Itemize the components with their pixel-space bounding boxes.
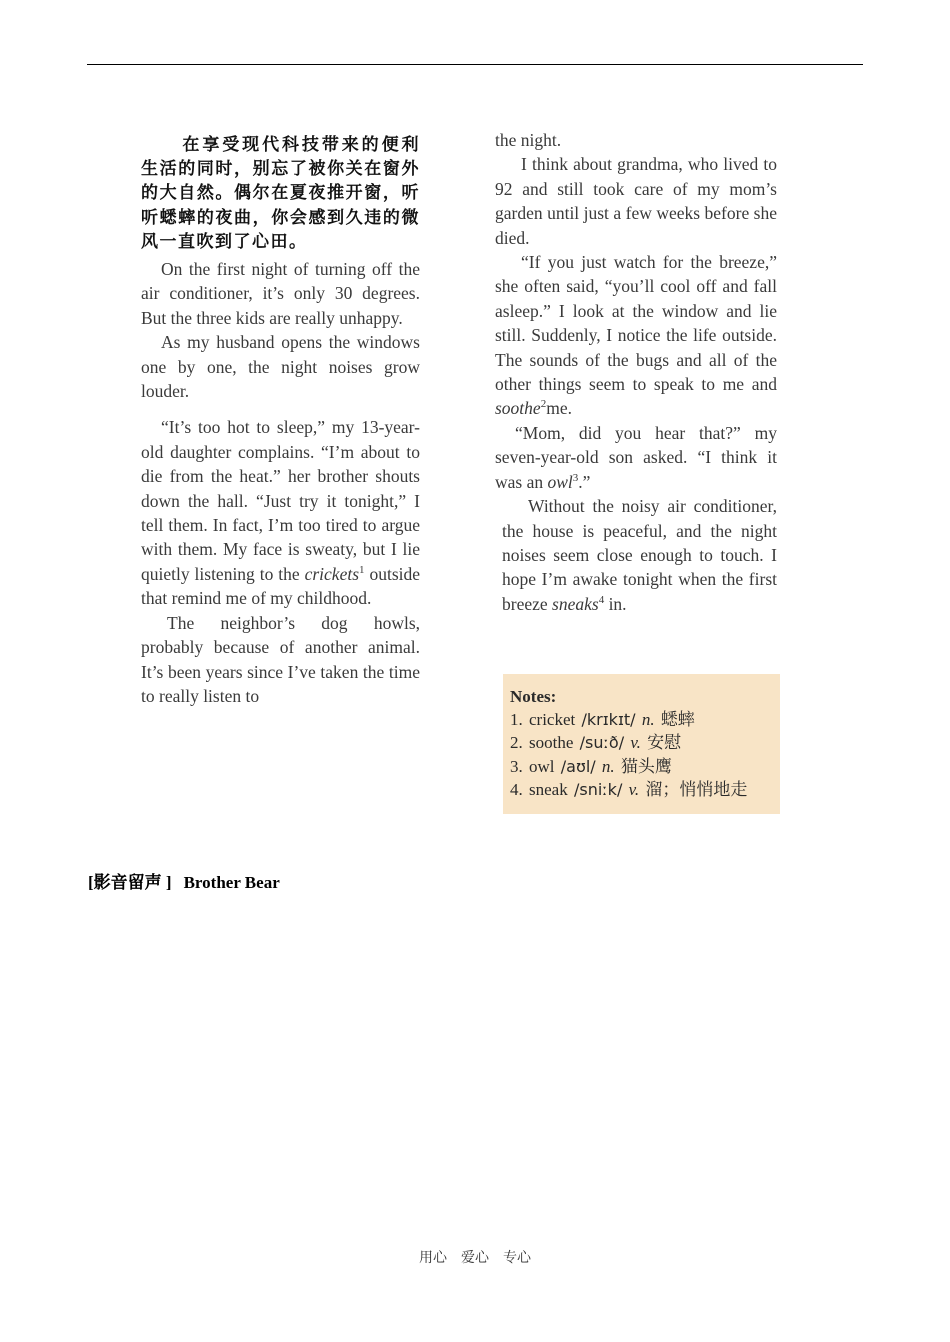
paragraph — [495, 421, 777, 494]
paragraph — [502, 494, 777, 616]
paragraph-text: “It’s too hot to sleep,” my 13-year-old daughter complains. “I’m about to die from the heat.” her brother shouts down the hall. “Just try it tonight,” I tell them. In fact, I’m too tired to argue with them. My face is sweaty, but I lie quietly listening to the — [141, 417, 420, 584]
note-word: cricket — [529, 710, 576, 730]
section-heading — [88, 868, 280, 893]
paragraph-text: .” — [578, 471, 591, 492]
paragraph-text: Without the noisy air conditioner, the house is peaceful, and the night noises seem close enough to touch. I hope I’m awake tonight when the first breeze — [502, 496, 777, 614]
note-phonetic: /sniːk/ — [573, 779, 623, 799]
note-word: sneak — [529, 779, 568, 799]
note-item — [510, 731, 780, 754]
note-word: soothe — [529, 733, 574, 753]
paragraph — [141, 415, 420, 610]
note-part-of-speech: n. — [601, 756, 615, 776]
note-number: 2. — [510, 733, 523, 753]
vocabulary-notes-box — [503, 674, 780, 814]
note-number: 4. — [510, 779, 523, 799]
paragraph-text: “Mom, did you hear that?” my seven-year-old son asked. “I think it was an — [495, 422, 777, 492]
glossed-word-soothe: soothe — [495, 398, 541, 419]
footnote-marker: 2 — [540, 398, 547, 411]
note-number: 1. — [510, 710, 523, 730]
glossed-word-crickets: crickets — [304, 563, 360, 584]
paragraph — [495, 250, 777, 421]
paragraph: As my husband opens the windows one by one, the night noises grow louder. — [141, 332, 420, 402]
notes-title: Notes: — [510, 687, 557, 706]
paragraph: On the first night of turning off the air conditioner, it’s only 30 degrees. But the three kids are really unhappy. — [141, 259, 420, 328]
note-phonetic: /aʊl/ — [560, 756, 596, 776]
footnote-marker: 4 — [598, 593, 605, 606]
section-label: [影音留声 ] — [88, 873, 172, 892]
note-item — [510, 755, 780, 778]
note-item — [510, 708, 780, 731]
note-item — [510, 778, 780, 801]
paragraph: the night. — [495, 130, 562, 150]
glossed-word-sneaks: sneaks — [552, 593, 599, 614]
paragraph: I think about grandma, who lived to 92 and still took care of my mom’s garden until just a few weeks before she died. — [495, 154, 777, 248]
footnote-marker: 3 — [572, 471, 579, 484]
article-left-column — [141, 133, 420, 708]
note-meaning: 溜；悄悄地走 — [645, 779, 748, 799]
note-phonetic: /krɪkɪt/ — [581, 710, 636, 730]
section-title: Brother Bear — [183, 873, 280, 892]
note-part-of-speech: v. — [628, 779, 640, 799]
page-footer: 用心 爱心 专心 — [419, 1250, 531, 1266]
paragraph: The neighbor’s dog howls, probably because of another animal. It’s been years since I’ve taken the time to really listen to — [141, 612, 420, 706]
chinese-intro-text: 在享受现代科技带来的便利生活的同时，别忘了被你关在窗外的大自然。偶尔在夏夜推开窗，听听蟋蟀的夜曲，你会感到久违的微风一直吹到了心田。 — [141, 135, 420, 252]
paragraph-text: outside that remind me of my childhood. — [141, 563, 421, 609]
glossed-word-owl: owl — [547, 471, 573, 492]
note-part-of-speech: n. — [641, 710, 655, 730]
paragraph-text: “If you just watch for the breeze,” she often said, “you’ll cool off and fall asleep.” I look at the window and lie still. Suddenly, I notice the life outside. The sounds of the bugs and all of the other things seem to speak to me and — [495, 252, 777, 395]
article-right-column — [495, 128, 777, 616]
note-meaning: 安慰 — [647, 733, 682, 753]
note-part-of-speech: v. — [630, 733, 641, 753]
note-meaning: 蟋蟀 — [660, 710, 695, 730]
chinese-intro — [141, 133, 420, 254]
note-meaning: 猫头鹰 — [620, 756, 672, 776]
paragraph-text: me. — [546, 398, 572, 419]
paragraph-text: in. — [608, 593, 627, 614]
footnote-marker: 1 — [359, 564, 365, 577]
note-number: 3. — [510, 756, 523, 776]
note-word: owl — [529, 756, 555, 776]
header-rule — [87, 64, 863, 65]
note-phonetic: /suːð/ — [579, 733, 625, 753]
